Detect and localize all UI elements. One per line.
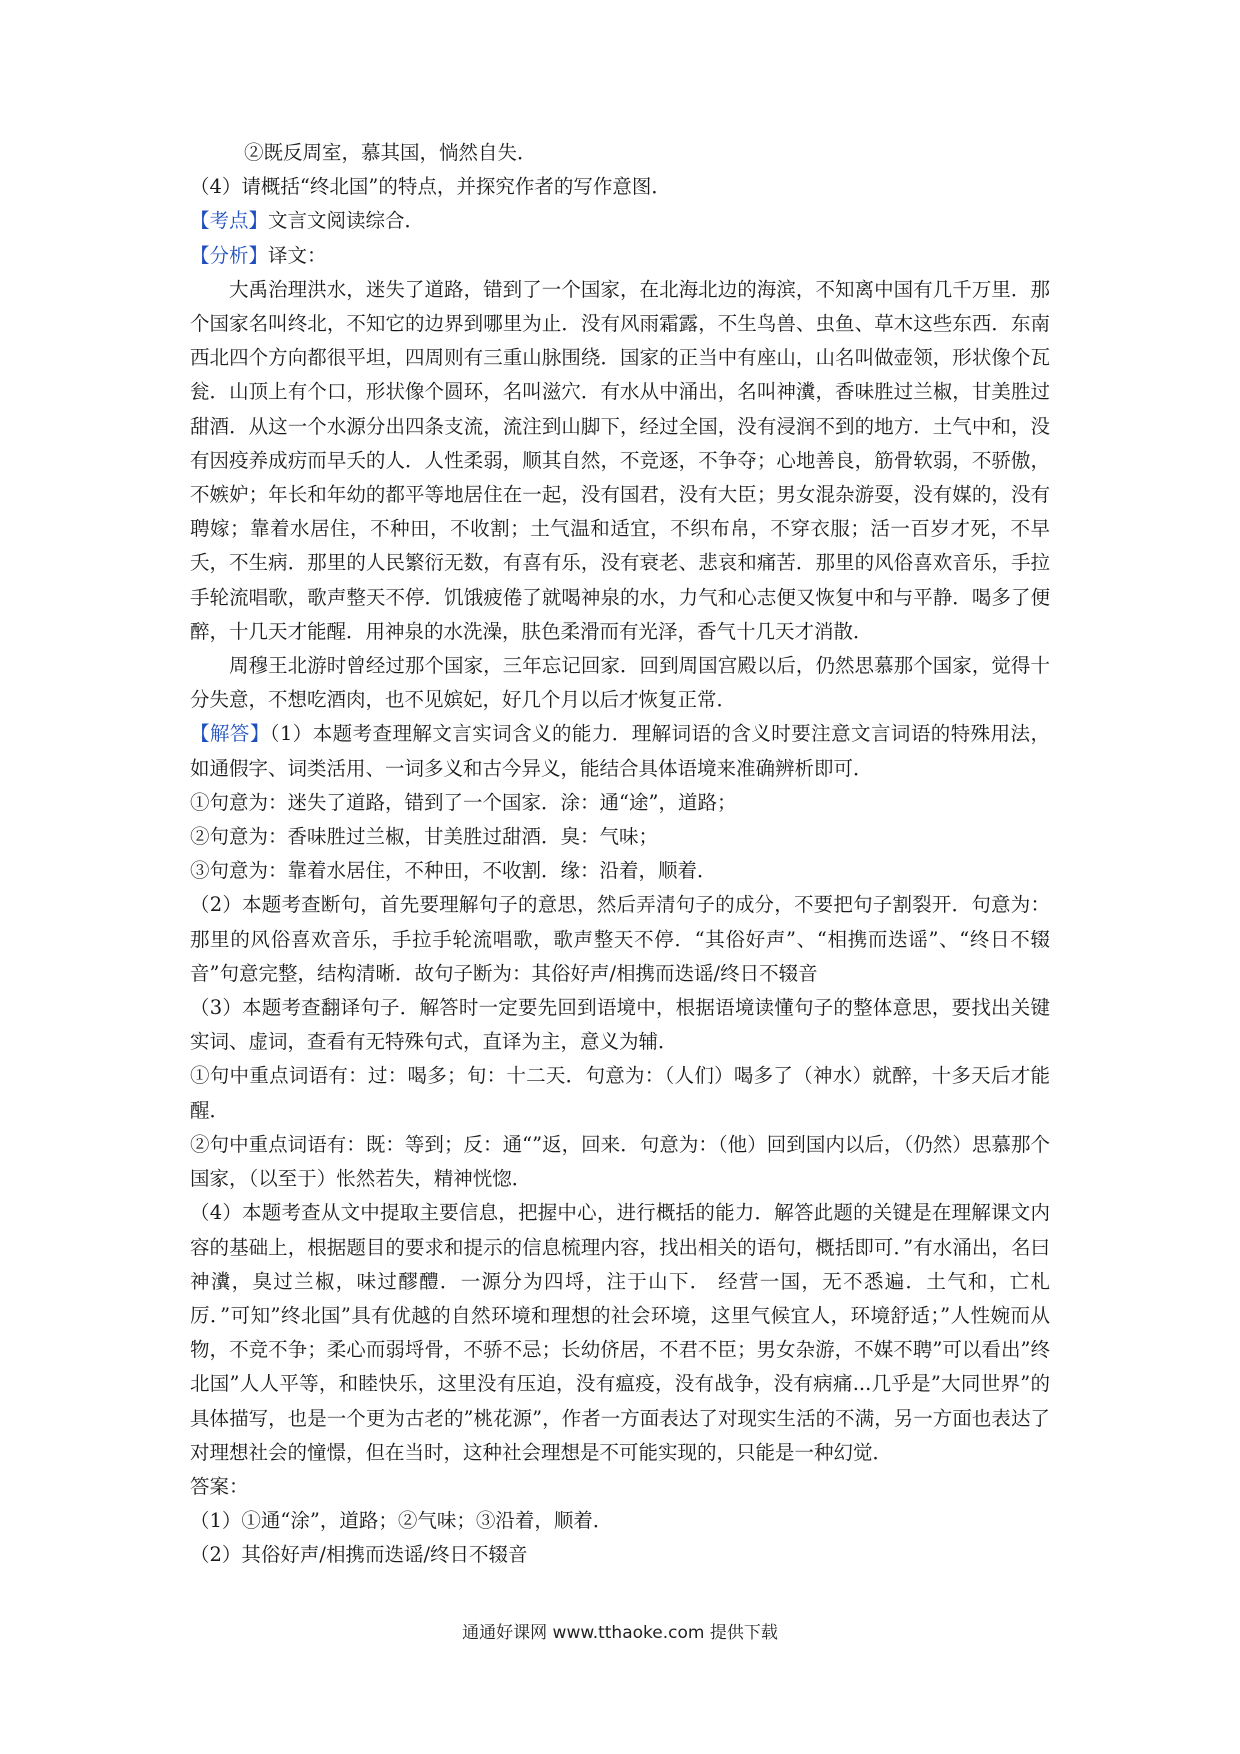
answer-2-explanation: （2）本题考查断句，首先要理解句子的意思，然后弄清句子的成分，不要把句子割裂开．句意为：那里的风俗喜欢音乐，手拉手轮流唱歌，歌声整天不停．“其俗好声”、“相携而迭谣”、“终日不辍音”句意完整，结构清晰．故句子断为：其俗好声/相携而迭谣/终日不辍音 xyxy=(190,893,1050,985)
kaodian-label: 【考点】 xyxy=(190,209,269,233)
answer-4-explanation: （4）本题考查从文中提取主要信息，把握中心，进行概括的能力．解答此题的关键是在理解课文内容的基础上，根据题目的要求和提示的信息梳理内容，找出相关的语句，概括即可．”有水涌出，名曰神瀵，臭过兰椒，味过醪醴．一源分为四埒，注于山下． 经营一国，无不悉遍．土气和，亡札厉．”可知”终北国”具有优越的自然环境和理想的社会环境，这里气候宜人，环境舒适；”人性婉而从物，不竞不争；柔心而弱埒骨，不骄不忌；长幼侪居，不君不臣；男女杂游，不媒不聘”可以看出”终北国”人人平等，和睦快乐，这里没有压迫，没有瘟疫，没有战争，没有病痛...几乎是”大同世界”的具体描写，也是一个更为古老的”桃花源”，作者一方面表达了对现实生活的不满，另一方面也表达了对理想社会的憧憬，但在当时，这种社会理想是不可能实现的，只能是一种幻觉． xyxy=(190,1201,1050,1464)
fenxi-text: 译文： xyxy=(268,243,327,267)
answer-1-item-2: ②句意为：香味胜过兰椒，甘美胜过甜酒．臭：气味； xyxy=(190,825,659,849)
fenxi-line xyxy=(190,239,1050,273)
question-4: （4）请概括“终北国”的特点，并探究作者的写作意图． xyxy=(190,175,671,199)
answer-1-item-1: ①句意为：迷失了道路，错到了一个国家．涂：通“途”，道路； xyxy=(190,790,737,814)
answer-3-item-2: ②句中重点词语有：既：等到；反：通“”返，回来．句意为：（他）回到国内以后，（仍然）思慕那个国家，（以至于）怅然若失，精神恍惚． xyxy=(190,1132,1050,1191)
final-answer-1: （1）①通“涂”，道路；②气味；③沿着，顺着． xyxy=(190,1509,613,1533)
jieda-line xyxy=(190,717,1050,785)
answer-3-explanation: （3）本题考查翻译句子．解答时一定要先回到语境中，根据语境读懂句子的整体意思，要找出关键实词、虚词，查看有无特殊句式，直译为主，意义为辅． xyxy=(190,996,1050,1054)
jieda-label: 【解答】 xyxy=(190,722,270,746)
answer-3-item-1: ①句中重点词语有：过：喝多；旬：十二天．句意为：（人们）喝多了（神水）就醉，十多天后才能醒． xyxy=(190,1064,1050,1122)
jieda-text: （1）本题考查理解文言实词含义的能力．理解词语的含义时要注意文言词语的特殊用法，如通假字、词类活用、一词多义和古今异义，能结合具体语境来准确辨析即可． xyxy=(190,722,1050,780)
translation-paragraph-2: 周穆王北游时曾经过那个国家，三年忘记回家．回到周国宫殿以后，仍然思慕那个国家，觉得十分失意，不想吃酒肉，也不见嫔妃，好几个月以后才恢复正常． xyxy=(190,654,1050,712)
document-body xyxy=(190,136,1050,1573)
question-4-item-2: ②既反周室，慕其国，惝然自失． xyxy=(244,141,537,164)
kaodian-text: 文言文阅读综合． xyxy=(268,209,425,233)
answer-1-item-3: ③句意为：靠着水居住，不种田，不收割．缘：沿着，顺着． xyxy=(190,859,717,883)
translation-paragraph-1: 大禹治理洪水，迷失了道路，错到了一个国家，在北海北边的海滨，不知离中国有几千万里．那个国家名叫终北，不知它的边界到哪里为止．没有风雨霜露，不生鸟兽、虫鱼、草木这些东西．东南西北四个方向都很平坦，四周则有三重山脉围绕．国家的正当中有座山，山名叫做壶领，形状像个瓦瓮．山顶上有个口，形状像个圆环，名叫滋穴．有水从中涌出，名叫神瀵，香味胜过兰椒，甘美胜过甜酒．从这一个水源分出四条支流，流注到山脚下，经过全国，没有浸润不到的地方．土气中和，没有因疫养成疠而早夭的人．人性柔弱，顺其自然，不竞逐，不争夺；心地善良，筋骨软弱，不骄傲，不嫉妒；年长和年幼的都平等地居住在一起，没有国君，没有大臣；男女混杂游耍，没有媒的，没有聘嫁；靠着水居住，不种田，不收割；土气温和适宜，不织布帛，不穿衣服；活一百岁才死，不早夭，不生病．那里的人民繁衍无数，有喜有乐，没有衰老、悲哀和痛苦．那里的风俗喜欢音乐，手拉手轮流唱歌，歌声整天不停．饥饿疲倦了就喝神泉的水，力气和心志便又恢复中和与平静．喝多了便醉，十几天才能醒．用神泉的水洗澡，肤色柔滑而有光泽，香气十几天才消散． xyxy=(190,277,1050,643)
final-answer-2: （2）其俗好声/相携而迭谣/终日不辍音 xyxy=(190,1543,528,1567)
page-footer: 通通好课网 www.tthaoke.com 提供下载 xyxy=(462,1623,778,1643)
answer-heading: 答案： xyxy=(190,1474,249,1498)
fenxi-label: 【分析】 xyxy=(190,243,269,267)
kaodian-line xyxy=(190,204,1050,238)
